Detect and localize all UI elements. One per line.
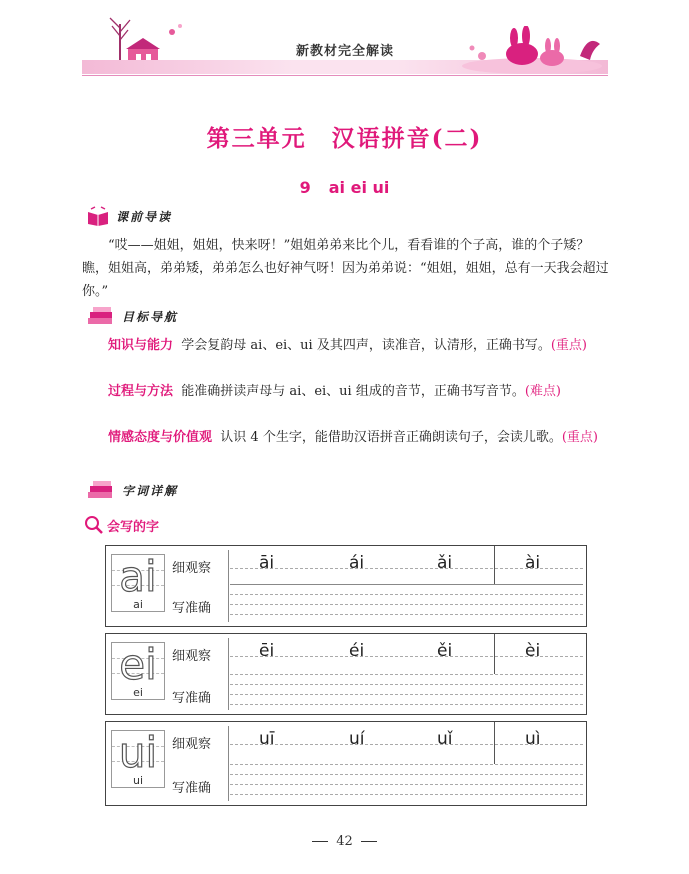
unit-title: 第三单元 汉语拼音(二) [206,125,483,152]
books-icon [86,306,116,326]
observe-label: 细观察 [172,649,212,664]
big-char: ei [119,640,157,689]
goal-label: 知识与能力 [108,338,174,353]
goal-text: 能准确拼读声母与 ai、ei、ui 组成的音节，正确书写音节。 [181,384,525,399]
tone-1: uī [259,729,275,749]
writing-heading [84,515,159,535]
write-label: 写准确 [172,781,212,796]
tone-1: āi [259,553,275,573]
tone-2: ái [349,553,365,573]
page-number: 42 [336,834,353,849]
write-label: 写准确 [172,691,212,706]
writing-box-ei [105,633,587,715]
lesson-title [0,178,689,197]
big-char: ui [118,728,158,777]
big-char-label: ei [133,686,143,699]
big-char: ai [119,552,157,601]
goal-knowledge [82,334,610,357]
pre-reading-heading [86,206,172,226]
tone-1: ēi [259,641,275,661]
writing-box-ai [105,545,587,627]
big-char-label: ui [132,774,144,787]
tone-3: ǎi [437,553,453,573]
writing-heading-text: 会写的字 [107,519,160,535]
bunnies-illustration [462,26,608,76]
pre-reading-heading-text: 课前导读 [116,209,173,224]
pre-reading-text: “哎——姐姐，姐姐，快来呀！”姐姐弟弟来比个儿，看看谁的个子高，谁的个子矮？瞧，姐姐高，弟弟矮，弟弟怎么也好神气呀！因为弟弟说：“姐姐，姐姐，总有一天我会超过你。” [82,238,609,299]
write-label: 写准确 [172,601,212,616]
big-char-label: ai [133,598,143,611]
lesson-number: 9 [299,178,311,197]
goal-label: 情感态度与价值观 [108,430,213,445]
goal-attitude [82,426,610,449]
goal-text: 学会复韵母 ai、ei、ui 及其四声，读准音，认清形，正确书写。 [181,338,551,353]
goal-mark: (难点) [524,384,561,399]
lesson-name: ai ei ui [328,178,390,197]
tone-2: uí [349,729,365,749]
vocab-heading-text: 字词详解 [122,483,179,498]
goal-process [82,380,610,403]
goals-heading-text: 目标导航 [122,309,179,324]
book-title: 新教材完全解读 [295,44,394,59]
goal-mark: (重点) [561,430,598,445]
goals-heading [86,306,178,326]
observe-label: 细观察 [172,561,212,576]
big-char-box [111,642,165,700]
magnifier-icon [84,515,104,535]
tone-4: ài [525,553,541,573]
tone-4: èi [525,641,541,661]
tone-3: ěi [437,641,453,661]
books-icon [86,480,116,500]
page-footer [0,834,689,849]
observe-label: 细观察 [172,737,212,752]
tone-4: uì [525,729,541,749]
big-char-box [111,730,165,788]
tone-3: uǐ [437,729,453,749]
vocab-heading [86,480,178,500]
tone-2: éi [349,641,365,661]
goal-mark: (重点) [550,338,587,353]
page-header [82,14,608,76]
writing-box-ui [105,721,587,806]
goal-label: 过程与方法 [108,384,174,399]
open-book-icon [86,206,110,226]
big-char-box [111,554,165,612]
goal-text: 认识 4 个生字，能借助汉语拼音正确朗读句子，会读儿歌。 [220,430,562,445]
